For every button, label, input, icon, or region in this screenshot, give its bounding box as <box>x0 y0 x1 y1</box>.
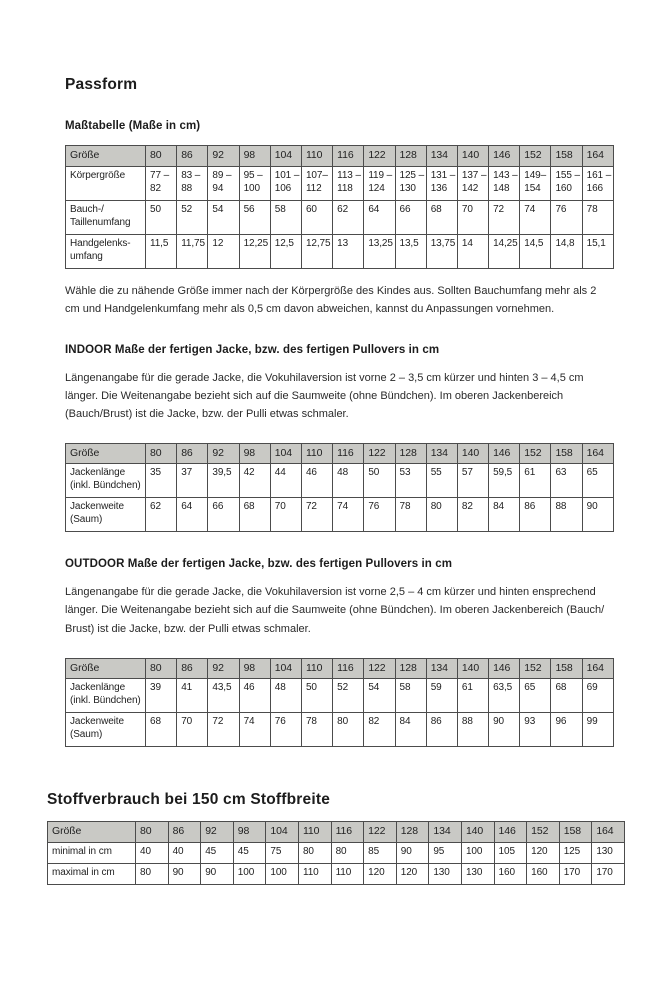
value-cell: 13,75 <box>426 234 457 268</box>
table-row <box>66 713 614 747</box>
value-cell: 70 <box>177 713 208 747</box>
value-cell: 90 <box>582 498 613 532</box>
size-column-header: 92 <box>201 822 234 843</box>
value-cell: 155 – 160 <box>551 166 582 200</box>
value-cell: 76 <box>551 200 582 234</box>
value-cell: 68 <box>239 498 270 532</box>
value-cell: 44 <box>270 464 301 498</box>
value-cell: 105 <box>494 842 527 863</box>
size-column-header: 128 <box>395 658 426 679</box>
value-cell: 85 <box>364 842 397 863</box>
measurement-note: Wähle die zu nähende Größe immer nach der Körpergröße des Kindes aus. Sollten Bauchumfang mehr als 2 cm und Handgelenkumfang mehr als 0,5 cm davon abweichen, kannst du Anpassungen vornehmen. <box>65 284 597 315</box>
value-cell: 80 <box>298 842 331 863</box>
row-label-cell: Bauch-/ Taillenumfang <box>66 200 146 234</box>
table-header-row <box>66 443 614 464</box>
value-cell: 13,25 <box>364 234 395 268</box>
value-cell: 57 <box>457 464 488 498</box>
size-column-header: 98 <box>239 146 270 167</box>
size-column-header: 140 <box>461 822 494 843</box>
value-cell: 89 – 94 <box>208 166 239 200</box>
table-header-row <box>48 822 625 843</box>
size-column-header: 146 <box>489 146 520 167</box>
table-body <box>66 679 614 747</box>
outdoor-heading: OUTDOOR Maße der fertigen Jacke, bzw. des fertigen Pullovers in cm <box>65 558 453 571</box>
row-label-cell: Jackenweite (Saum) <box>66 498 146 532</box>
value-cell: 59 <box>426 679 457 713</box>
size-column-header: 134 <box>426 443 457 464</box>
value-cell: 120 <box>396 863 429 884</box>
value-cell: 58 <box>270 200 301 234</box>
table-row <box>48 863 625 884</box>
size-column-header: 86 <box>177 443 208 464</box>
value-cell: 48 <box>270 679 301 713</box>
value-cell: 59,5 <box>489 464 520 498</box>
value-cell: 75 <box>266 842 299 863</box>
value-cell: 88 <box>551 498 582 532</box>
size-column-header: 98 <box>233 822 266 843</box>
value-cell: 61 <box>457 679 488 713</box>
value-cell: 12 <box>208 234 239 268</box>
value-cell: 45 <box>233 842 266 863</box>
outdoor-note: Längenangabe für die gerade Jacke, die Vokuhilaversion ist vorne 2,5 – 4 cm kürzer und hinten ensprechend länger. Die Weitenangabe bezieht sich auf die Saumweite (ohne Bündchen). Im oberen Jackenbereich (Bauch/ Brust) ist die Jacke, bzw. der Pulli etwas schmaler. <box>65 586 605 635</box>
size-column-header: 116 <box>333 146 364 167</box>
value-cell: 143 – 148 <box>489 166 520 200</box>
value-cell: 84 <box>395 713 426 747</box>
value-cell: 161 – 166 <box>582 166 613 200</box>
value-cell: 101 – 106 <box>270 166 301 200</box>
value-cell: 125 <box>559 842 592 863</box>
value-cell: 64 <box>177 498 208 532</box>
size-column-header: 104 <box>266 822 299 843</box>
value-cell: 68 <box>426 200 457 234</box>
table-corner-cell: Größe <box>66 443 146 464</box>
value-cell: 62 <box>146 498 177 532</box>
table-corner-cell: Größe <box>66 146 146 167</box>
size-column-header: 92 <box>208 658 239 679</box>
value-cell: 41 <box>177 679 208 713</box>
value-cell: 90 <box>201 863 234 884</box>
value-cell: 52 <box>333 679 364 713</box>
value-cell: 63 <box>551 464 582 498</box>
value-cell: 48 <box>333 464 364 498</box>
table-row <box>66 679 614 713</box>
fabric-table <box>47 821 625 885</box>
value-cell: 160 <box>527 863 560 884</box>
value-cell: 50 <box>364 464 395 498</box>
size-column-header: 164 <box>582 146 613 167</box>
size-column-header: 116 <box>331 822 364 843</box>
value-cell: 170 <box>559 863 592 884</box>
table-row <box>66 166 614 200</box>
size-column-header: 164 <box>582 658 613 679</box>
value-cell: 113 – 118 <box>333 166 364 200</box>
value-cell: 52 <box>177 200 208 234</box>
value-cell: 14,8 <box>551 234 582 268</box>
value-cell: 53 <box>395 464 426 498</box>
value-cell: 90 <box>396 842 429 863</box>
value-cell: 170 <box>592 863 625 884</box>
value-cell: 100 <box>266 863 299 884</box>
size-column-header: 158 <box>551 146 582 167</box>
value-cell: 125 – 130 <box>395 166 426 200</box>
value-cell: 14 <box>457 234 488 268</box>
value-cell: 76 <box>364 498 395 532</box>
size-column-header: 134 <box>426 146 457 167</box>
value-cell: 80 <box>426 498 457 532</box>
value-cell: 15,1 <box>582 234 613 268</box>
row-label-cell: Jackenlänge (inkl. Bündchen) <box>66 464 146 498</box>
size-column-header: 164 <box>582 443 613 464</box>
value-cell: 107– 112 <box>301 166 332 200</box>
value-cell: 120 <box>364 863 397 884</box>
value-cell: 80 <box>333 713 364 747</box>
value-cell: 82 <box>457 498 488 532</box>
value-cell: 13 <box>333 234 364 268</box>
value-cell: 12,75 <box>301 234 332 268</box>
value-cell: 69 <box>582 679 613 713</box>
value-cell: 14,25 <box>489 234 520 268</box>
size-column-header: 146 <box>489 658 520 679</box>
size-column-header: 134 <box>426 658 457 679</box>
row-label-cell: Körpergröße <box>66 166 146 200</box>
size-column-header: 122 <box>364 658 395 679</box>
size-column-header: 110 <box>301 658 332 679</box>
size-column-header: 146 <box>489 443 520 464</box>
value-cell: 43,5 <box>208 679 239 713</box>
value-cell: 72 <box>301 498 332 532</box>
indoor-heading: INDOOR Maße der fertigen Jacke, bzw. des fertigen Pullovers in cm <box>65 343 440 356</box>
value-cell: 93 <box>520 713 551 747</box>
size-column-header: 146 <box>494 822 527 843</box>
value-cell: 40 <box>168 842 201 863</box>
table-head <box>48 822 625 843</box>
value-cell: 78 <box>395 498 426 532</box>
value-cell: 70 <box>457 200 488 234</box>
size-column-header: 86 <box>168 822 201 843</box>
value-cell: 45 <box>201 842 234 863</box>
value-cell: 56 <box>239 200 270 234</box>
value-cell: 100 <box>233 863 266 884</box>
value-cell: 130 <box>461 863 494 884</box>
value-cell: 74 <box>239 713 270 747</box>
table-header-row <box>66 658 614 679</box>
size-column-header: 98 <box>239 443 270 464</box>
value-cell: 96 <box>551 713 582 747</box>
size-column-header: 92 <box>208 146 239 167</box>
value-cell: 84 <box>489 498 520 532</box>
table-body <box>66 464 614 532</box>
size-column-header: 80 <box>136 822 169 843</box>
value-cell: 72 <box>208 713 239 747</box>
table-row <box>66 498 614 532</box>
value-cell: 90 <box>489 713 520 747</box>
value-cell: 80 <box>136 863 169 884</box>
value-cell: 86 <box>426 713 457 747</box>
table-head <box>66 146 614 167</box>
size-column-header: 152 <box>520 443 551 464</box>
value-cell: 12,25 <box>239 234 270 268</box>
value-cell: 95 <box>429 842 462 863</box>
size-column-header: 152 <box>520 146 551 167</box>
size-column-header: 140 <box>457 658 488 679</box>
size-column-header: 128 <box>395 146 426 167</box>
value-cell: 60 <box>301 200 332 234</box>
size-column-header: 116 <box>333 658 364 679</box>
size-column-header: 134 <box>429 822 462 843</box>
row-label-cell: Jackenweite (Saum) <box>66 713 146 747</box>
value-cell: 78 <box>301 713 332 747</box>
value-cell: 39 <box>146 679 177 713</box>
size-column-header: 80 <box>146 658 177 679</box>
value-cell: 68 <box>551 679 582 713</box>
value-cell: 40 <box>136 842 169 863</box>
size-column-header: 140 <box>457 146 488 167</box>
value-cell: 58 <box>395 679 426 713</box>
table-row <box>66 234 614 268</box>
value-cell: 83 – 88 <box>177 166 208 200</box>
size-column-header: 80 <box>146 443 177 464</box>
value-cell: 131 – 136 <box>426 166 457 200</box>
value-cell: 11,5 <box>146 234 177 268</box>
value-cell: 65 <box>582 464 613 498</box>
value-cell: 90 <box>168 863 201 884</box>
size-column-header: 152 <box>527 822 560 843</box>
size-column-header: 158 <box>559 822 592 843</box>
table-head <box>66 443 614 464</box>
value-cell: 39,5 <box>208 464 239 498</box>
table-row <box>48 842 625 863</box>
value-cell: 46 <box>301 464 332 498</box>
size-column-header: 92 <box>208 443 239 464</box>
value-cell: 66 <box>208 498 239 532</box>
value-cell: 13,5 <box>395 234 426 268</box>
value-cell: 76 <box>270 713 301 747</box>
value-cell: 66 <box>395 200 426 234</box>
value-cell: 78 <box>582 200 613 234</box>
size-column-header: 110 <box>301 146 332 167</box>
value-cell: 74 <box>333 498 364 532</box>
size-column-header: 86 <box>177 146 208 167</box>
value-cell: 82 <box>364 713 395 747</box>
size-column-header: 158 <box>551 443 582 464</box>
value-cell: 130 <box>592 842 625 863</box>
row-label-cell: Jackenlänge (inkl. Bündchen) <box>66 679 146 713</box>
measurement-table <box>65 145 614 269</box>
value-cell: 100 <box>461 842 494 863</box>
size-column-header: 164 <box>592 822 625 843</box>
table-head <box>66 658 614 679</box>
value-cell: 61 <box>520 464 551 498</box>
value-cell: 99 <box>582 713 613 747</box>
size-column-header: 104 <box>270 658 301 679</box>
indoor-note: Längenangabe für die gerade Jacke, die Vokuhilaversion ist vorne 2 – 3,5 cm kürzer und hinten 3 – 4,5 cm länger. Die Weitenangabe bezieht sich auf die Saumweite (ohne Bündchen). Im oberen Jackenbereich (Bauch/Brust) ist die Jacke, bzw. der Pulli etwas schmaler. <box>65 371 584 420</box>
value-cell: 14,5 <box>520 234 551 268</box>
table-header-row <box>66 146 614 167</box>
fabric-section <box>47 791 613 885</box>
size-column-header: 122 <box>364 146 395 167</box>
value-cell: 137 – 142 <box>457 166 488 200</box>
value-cell: 37 <box>177 464 208 498</box>
indoor-table <box>65 443 614 533</box>
value-cell: 65 <box>520 679 551 713</box>
size-column-header: 128 <box>395 443 426 464</box>
size-column-header: 110 <box>298 822 331 843</box>
value-cell: 35 <box>146 464 177 498</box>
value-cell: 110 <box>298 863 331 884</box>
size-column-header: 80 <box>146 146 177 167</box>
value-cell: 74 <box>520 200 551 234</box>
value-cell: 46 <box>239 679 270 713</box>
value-cell: 149– 154 <box>520 166 551 200</box>
value-cell: 50 <box>146 200 177 234</box>
value-cell: 54 <box>208 200 239 234</box>
value-cell: 42 <box>239 464 270 498</box>
outdoor-table <box>65 658 614 748</box>
value-cell: 77 – 82 <box>146 166 177 200</box>
size-column-header: 122 <box>364 822 397 843</box>
value-cell: 95 – 100 <box>239 166 270 200</box>
value-cell: 88 <box>457 713 488 747</box>
measurement-table-heading: Maßtabelle (Maße in cm) <box>65 120 201 132</box>
size-column-header: 98 <box>239 658 270 679</box>
table-corner-cell: Größe <box>48 822 136 843</box>
value-cell: 160 <box>494 863 527 884</box>
page-title: Passform <box>65 76 138 93</box>
size-column-header: 86 <box>177 658 208 679</box>
value-cell: 80 <box>331 842 364 863</box>
size-column-header: 128 <box>396 822 429 843</box>
size-column-header: 152 <box>520 658 551 679</box>
value-cell: 119 – 124 <box>364 166 395 200</box>
size-column-header: 104 <box>270 443 301 464</box>
row-label-cell: maximal in cm <box>48 863 136 884</box>
value-cell: 11,75 <box>177 234 208 268</box>
fabric-heading: Stoffverbrauch bei 150 cm Stoffbreite <box>47 791 331 809</box>
row-label-cell: minimal in cm <box>48 842 136 863</box>
value-cell: 62 <box>333 200 364 234</box>
value-cell: 86 <box>520 498 551 532</box>
table-corner-cell: Größe <box>66 658 146 679</box>
value-cell: 110 <box>331 863 364 884</box>
size-column-header: 140 <box>457 443 488 464</box>
table-body <box>66 166 614 268</box>
value-cell: 63,5 <box>489 679 520 713</box>
value-cell: 130 <box>429 863 462 884</box>
value-cell: 12,5 <box>270 234 301 268</box>
size-column-header: 116 <box>333 443 364 464</box>
value-cell: 70 <box>270 498 301 532</box>
value-cell: 68 <box>146 713 177 747</box>
size-column-header: 122 <box>364 443 395 464</box>
value-cell: 50 <box>301 679 332 713</box>
table-row <box>66 200 614 234</box>
size-column-header: 104 <box>270 146 301 167</box>
table-body <box>48 842 625 884</box>
value-cell: 72 <box>489 200 520 234</box>
size-column-header: 110 <box>301 443 332 464</box>
size-column-header: 158 <box>551 658 582 679</box>
row-label-cell: Handgelenks- umfang <box>66 234 146 268</box>
value-cell: 54 <box>364 679 395 713</box>
value-cell: 55 <box>426 464 457 498</box>
value-cell: 120 <box>527 842 560 863</box>
table-row <box>66 464 614 498</box>
value-cell: 64 <box>364 200 395 234</box>
